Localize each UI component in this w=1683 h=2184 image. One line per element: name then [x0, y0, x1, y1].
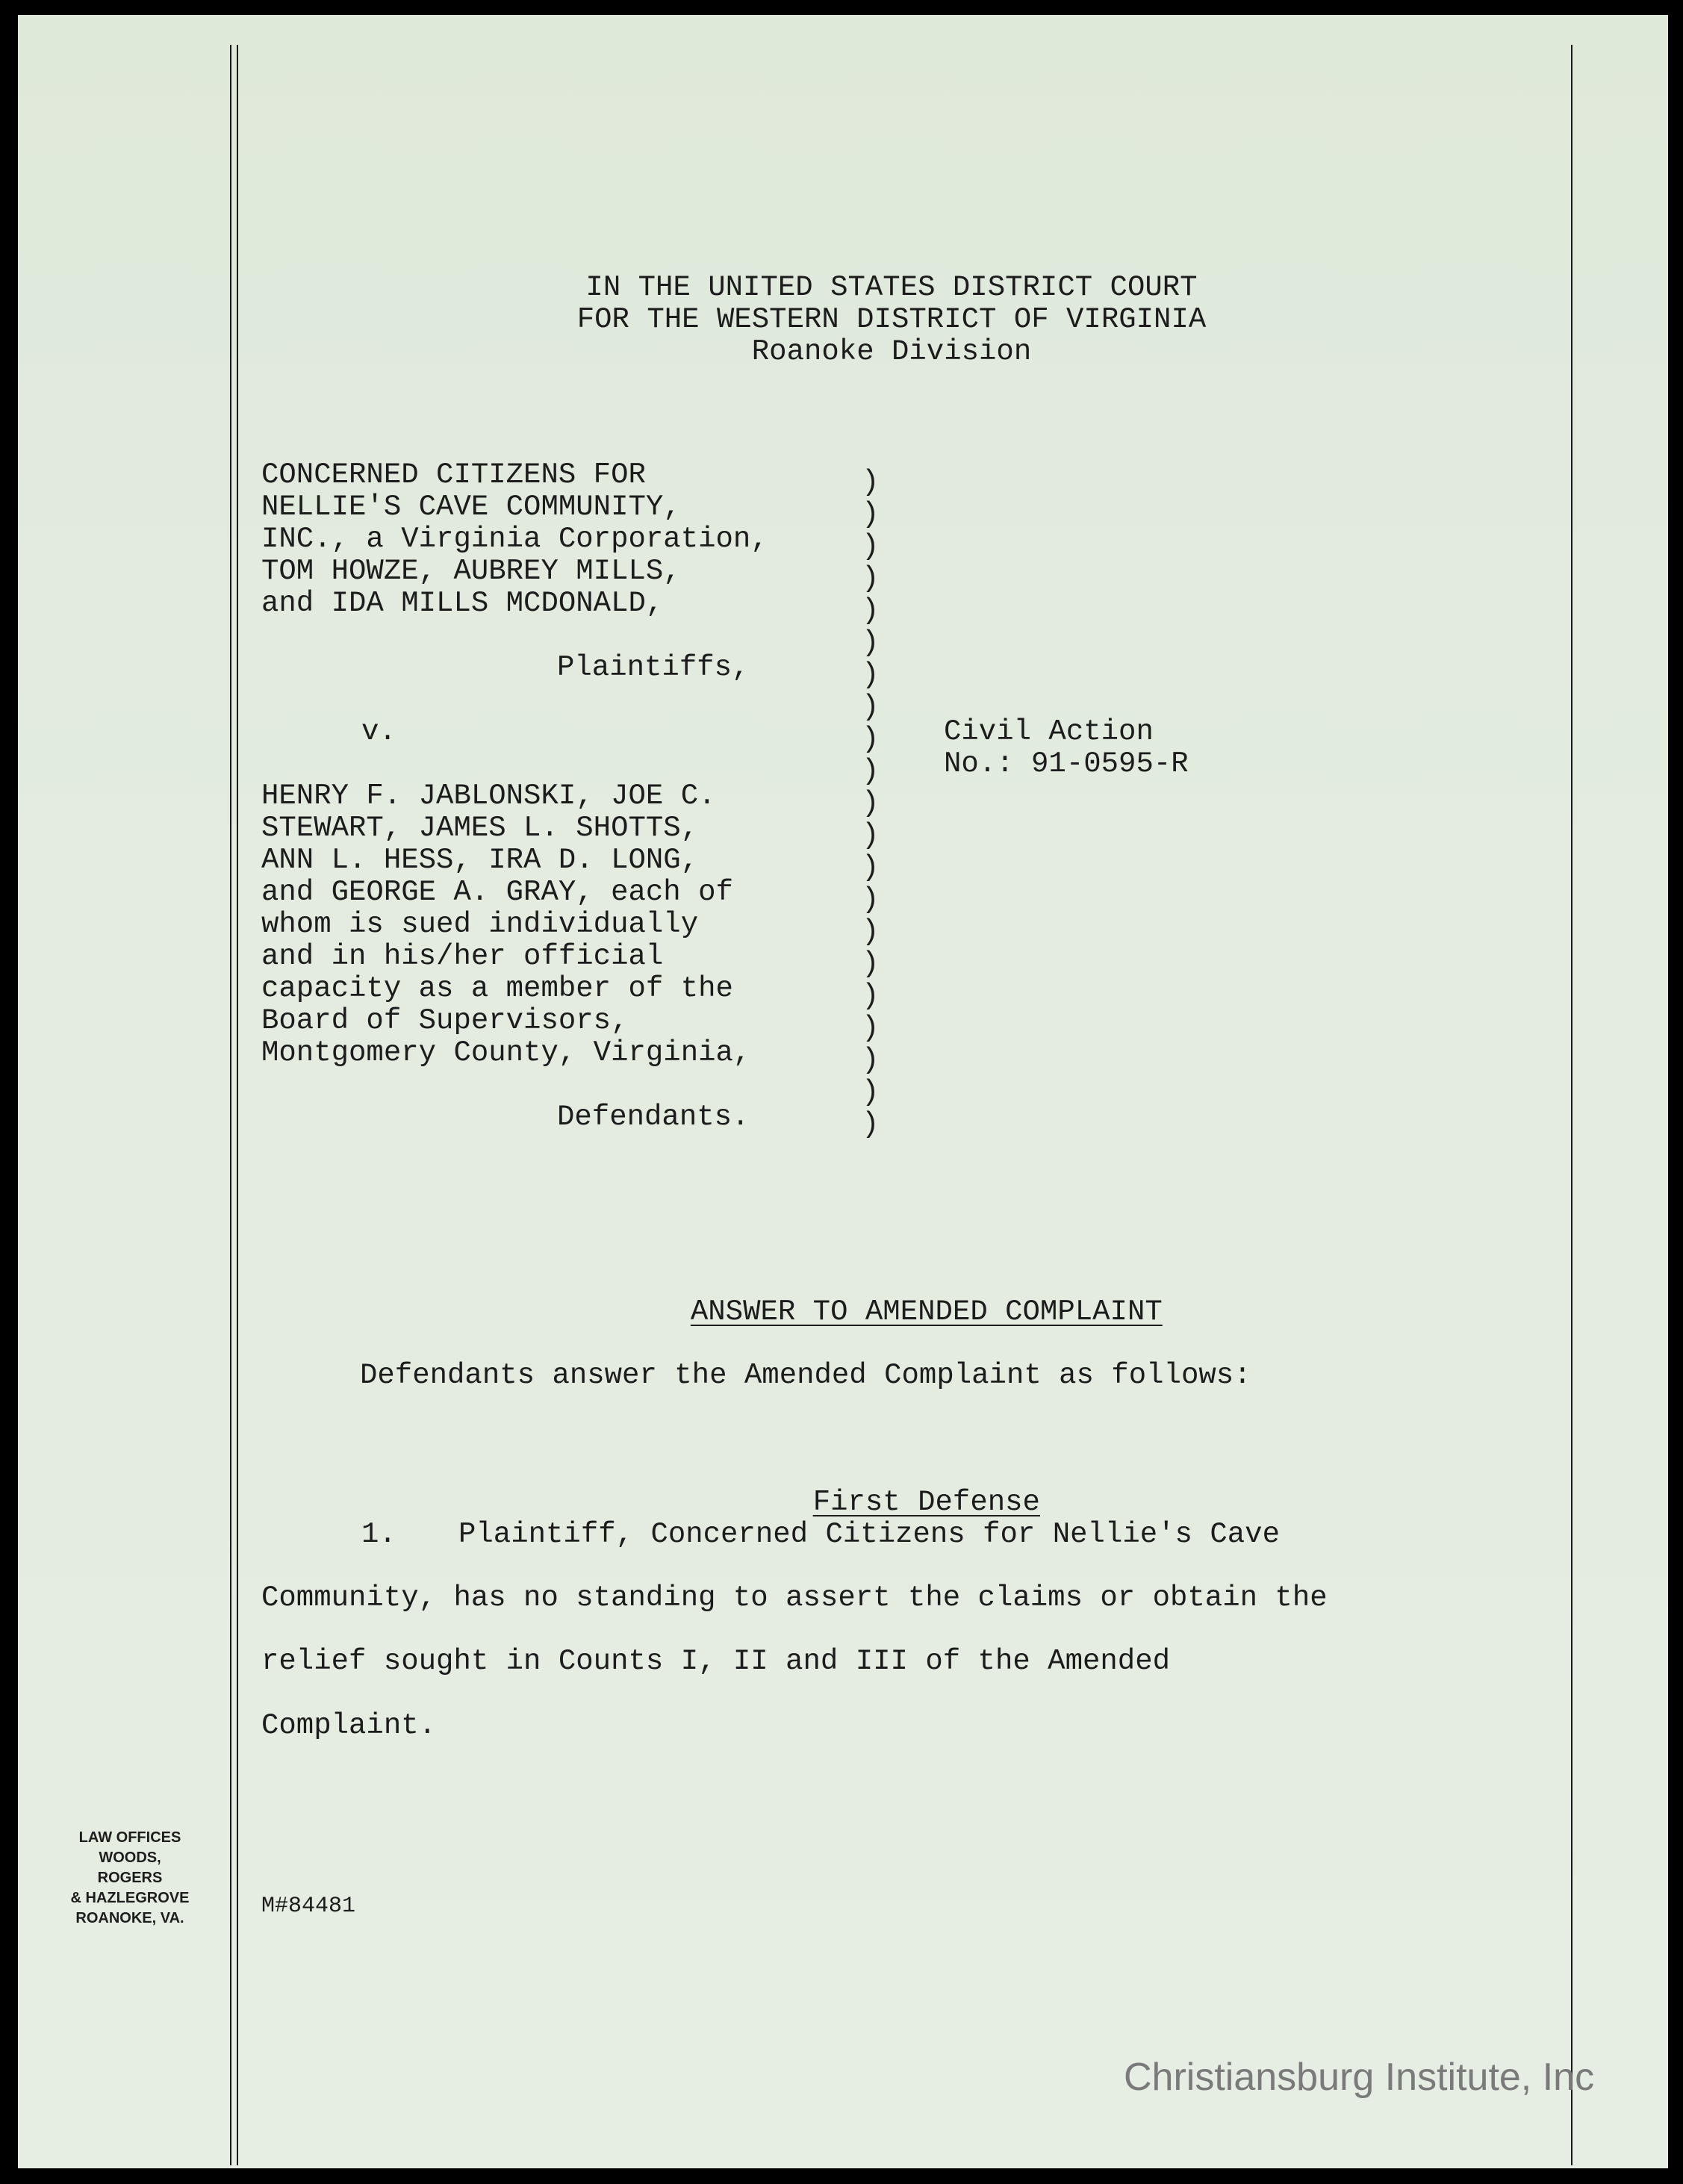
first-defense-heading: First Defense	[812, 1486, 1040, 1519]
file-number: M#84481	[261, 1894, 356, 1919]
defendants-label: Defendants.	[557, 1101, 750, 1133]
right-margin-rule	[1571, 45, 1574, 2165]
court-heading-line2: FOR THE WESTERN DISTRICT OF VIRGINIA	[576, 303, 1207, 336]
plaintiff-line: TOM HOWZE, AUBREY MILLS,	[261, 555, 681, 588]
law-office-line: LAW OFFICES	[78, 1829, 181, 1846]
defendant-line: Board of Supervisors,	[261, 1004, 629, 1037]
defendant-line: HENRY F. JABLONSKI, JOE C.	[261, 780, 716, 812]
paragraph-line: Plaintiff, Concerned Citizens for Nellie's Cave	[458, 1518, 1280, 1551]
paragraph-number: 1.	[361, 1518, 396, 1551]
civil-action-label: Civil Action	[944, 715, 1154, 748]
law-office-line: & HAZLEGROVE	[70, 1890, 190, 1906]
plaintiff-line: and IDA MILLS MCDONALD,	[261, 587, 664, 620]
defendant-line: and GEORGE A. GRAY, each of	[261, 876, 733, 909]
document-title: ANSWER TO AMENDED COMPLAINT	[690, 1295, 1163, 1328]
plaintiff-line: CONCERNED CITIZENS FOR	[261, 458, 646, 491]
document-page	[18, 15, 1668, 2168]
law-office-line: WOODS, ROGERS	[97, 1849, 163, 1886]
paragraph-line: relief sought in Counts I, II and III of the Amended	[261, 1645, 1170, 1678]
defendant-line: and in his/her official	[261, 940, 664, 973]
intro-sentence: Defendants answer the Amended Complaint as follows:	[360, 1359, 1251, 1392]
paragraph-line: Community, has no standing to assert the claims or obtain the	[261, 1581, 1328, 1614]
law-office-imprint	[70, 1828, 190, 1929]
law-office-line: ROANOKE, VA.	[75, 1910, 184, 1926]
civil-action-number: No.: 91-0595-R	[944, 747, 1189, 780]
defendant-line: capacity as a member of the	[261, 972, 733, 1005]
court-heading-line1: IN THE UNITED STATES DISTRICT COURT	[585, 271, 1198, 304]
watermark: Christiansburg Institute, Inc	[1124, 2056, 1595, 2099]
defendant-line: whom is sued individually	[261, 908, 699, 941]
plaintiff-line: INC., a Virginia Corporation,	[261, 523, 768, 556]
left-margin-rule	[230, 45, 238, 2165]
plaintiff-line: NELLIE'S CAVE COMMUNITY,	[261, 491, 681, 523]
document-title-wrap	[466, 1264, 1317, 1360]
defendant-line: Montgomery County, Virginia,	[261, 1036, 751, 1069]
caption-paren-column: ) ) ) ) ) ) ) ) ) ) ) ) ) ) ) ) ) ) ) ) )	[862, 466, 880, 1141]
defendant-line: STEWART, JAMES L. SHOTTS,	[261, 812, 699, 844]
paragraph-line: Complaint.	[261, 1709, 437, 1742]
court-heading-division: Roanoke Division	[751, 335, 1032, 368]
defendant-line: ANN L. HESS, IRA D. LONG,	[261, 844, 699, 877]
plaintiffs-label: Plaintiffs,	[557, 651, 750, 684]
versus: v.	[361, 715, 396, 748]
